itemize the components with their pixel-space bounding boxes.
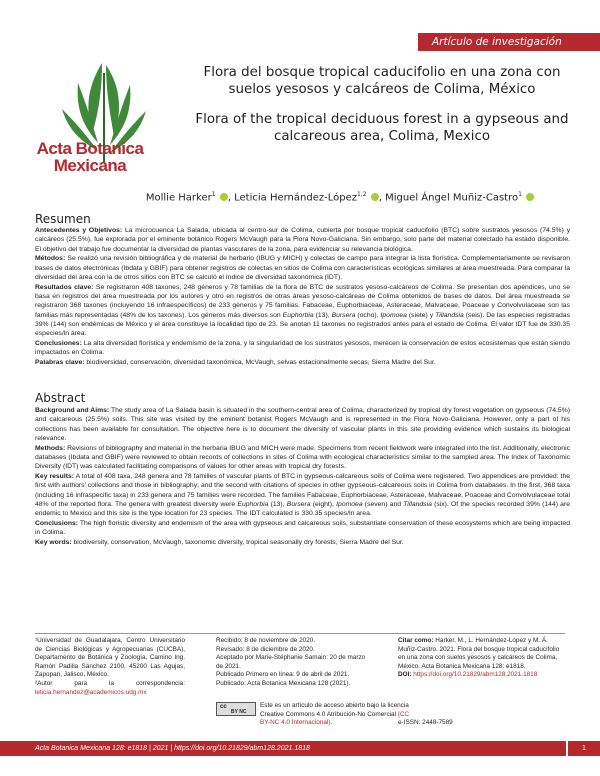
text: (13), bbox=[313, 311, 332, 319]
citation-label: Citar como: bbox=[398, 637, 434, 644]
title-spanish: Flora del bosque tropical caducifolio en una zona con suelos yesosos y calcáreos de Colima, México bbox=[203, 65, 561, 97]
genus: Tillandsia bbox=[403, 500, 432, 508]
label: Methods: bbox=[35, 444, 66, 452]
doi-label: DOI: bbox=[398, 671, 412, 679]
abstract-background bbox=[35, 406, 570, 443]
affiliation-text: ¹Universidad de Guadalajara, Centro Universitario de Ciencias Biológicas y Agropecuarias (CUCBA), Departamento de Botánica y Zoología, Camino Ing. Ramón Padilla Sánchez 2100, 45200 Las Agujas, Zapopan, Jalisco, México. bbox=[35, 637, 185, 679]
publication-dates bbox=[216, 637, 366, 689]
date-published: Publicado: Acta Botanica Mexicana 128 (2021). bbox=[216, 679, 351, 687]
corresponding-email-link[interactable]: leticia.hernandez@academicos.udg.mx bbox=[35, 688, 147, 696]
label: Resultados clave: bbox=[35, 283, 94, 291]
license-sentence: Este es un artículo de acceso abierto bajo la licencia Creative Commons 4.0 Atribución-No Comercial bbox=[260, 702, 409, 718]
date-received: Recibido: 8 de noviembre de 2020. bbox=[216, 637, 316, 644]
license-text bbox=[260, 702, 410, 728]
doi-link[interactable]: https://doi.org/10.21829/abm128.2021.1818 bbox=[413, 671, 538, 679]
text: biodiversity, conservation, McVaugh, taxonomic diversity, tropical seasonally dry forests, Sierra Madre del Sur. bbox=[73, 539, 404, 547]
text: (six). Of the species recorded 39% (144) are endemic to Mexico and this site is the type location for 23 species. The IDT calculated is 330.35 species/ln area. bbox=[35, 500, 570, 518]
issn: e-ISSN: 2448-7589 bbox=[398, 719, 453, 726]
text: A total of 408 taxa, 248 genera and 78 families of vascular plants of BTC in gypseous-calcareous soils of Colima were registered. Two appendices are provided: the first with authors’ collections and those in bibliography; and the second with citations of species in other gypseous-calcareous soils in Colima from databases. In the first, 368 taxa (including 16 infraspecific taxa) in 233 genera and 75 families were recorded. The families Fabaceae, Euphorbiaceae, Asteraceae, Malvaceae, Poaceae and Convolvulaceae total 48% of the reported flora. The genera with greatest diversity were bbox=[35, 473, 571, 508]
journal-logo-text bbox=[20, 140, 160, 174]
label: Métodos: bbox=[35, 255, 66, 263]
license-tail: . bbox=[330, 719, 333, 727]
resumen-antecedentes bbox=[35, 226, 570, 254]
author-affiliation: 1 bbox=[211, 191, 216, 198]
cc-license-icon[interactable] bbox=[216, 702, 256, 716]
label: Key results: bbox=[35, 473, 75, 481]
resumen-metodos bbox=[35, 254, 570, 282]
resumen-conclusiones bbox=[35, 339, 570, 358]
genus: Euphorbia bbox=[282, 311, 314, 319]
logo-line-1: Acta Botanica bbox=[36, 139, 144, 158]
date-accepted: Aceptado por Marie-Stéphanie Samain: 20 de marzo de 2021. bbox=[216, 654, 366, 670]
citation bbox=[398, 637, 568, 680]
genus: Euphorbia bbox=[237, 500, 269, 508]
logo-line-2: Mexicana bbox=[53, 156, 127, 175]
text: (siete) y bbox=[406, 311, 436, 319]
genus: Bursera bbox=[331, 311, 356, 319]
corresponding-label: ²Autor para la correspondencia: bbox=[35, 679, 185, 687]
footnote-divider bbox=[35, 633, 565, 634]
genus: Bursera bbox=[286, 500, 311, 508]
date-revised: Revisado: 8 de diciembre de 2020. bbox=[216, 645, 315, 653]
date-first-online: Publicado Primero en línea: 9 de abril de 2021. bbox=[216, 671, 350, 679]
label: Key words: bbox=[35, 539, 72, 547]
text: (13), bbox=[268, 500, 287, 508]
abstract-results bbox=[35, 472, 570, 518]
text: (ocho), bbox=[355, 311, 381, 319]
text: The high floristic diversity and endemism of the area with gypseous and calcareous soils, substantiate conservation of these ecosystems which are being impacted in Colima. bbox=[35, 520, 570, 537]
orcid-icon[interactable] bbox=[526, 193, 534, 201]
text: biodiversidad, conservación, diversidad taxonómica, McVaugh, selvas estacionalmente secas, Sierra Madre del Sur. bbox=[86, 359, 436, 367]
resumen-body bbox=[35, 226, 570, 368]
footer-bar: Acta Botanica Mexicana 128: e1818 | 2021 | https://doi.org/10.21829/abm128.2021.1818 bbox=[0, 741, 566, 756]
affiliations bbox=[35, 637, 185, 697]
abstract-methods bbox=[35, 444, 570, 472]
author-name: Miguel Ángel Muñiz-Castro bbox=[385, 192, 519, 204]
author-list: Mollie Harker$^1$ , Leticia Hernández-López$^{1,2}$ , Miguel Ángel Muñiz-Castro$^1$ bbox=[100, 191, 580, 203]
title-english: Flora of the tropical deciduous forest in a gypseous and calcareous area, Colima, Mexico bbox=[195, 112, 569, 144]
text: (seven) and bbox=[362, 500, 404, 508]
genus: Ipomoea bbox=[336, 500, 363, 508]
author-name: Leticia Hernández-López bbox=[234, 192, 357, 204]
abstract-heading: Abstract bbox=[35, 391, 86, 405]
text: La microcuenca La Salada, ubicada al centro-sur de Colima, cubierta por bosque tropical caducifolio (BTC) sobre sustratos yesosos (74.5%) y calcáreos (25.5%), fue explorada por el eminente botánico Rogers McVaugh para la Flora Novo-Galiciana. Sin embargo, solo parte del material colectado ha estado disponible. El objetivo del trabajo fue documentar la diversidad de plantas vasculares de la zona, para evidenciar su relevancia biológica. bbox=[35, 227, 570, 253]
label: Antecedentes y Objetivos: bbox=[35, 227, 123, 234]
text: Revisions of bibliography and material in the herbaria IBUG and MICH were made. Specimens from recent fieldwork were integrated into the list. Additionally, electronic databases (Ibdata and GBIF) were reviewed to obtain records of collections in sites of Colima with ecological characteristics similar to the sampled area. The Index of Taxonomic Diversity (IDT) was calculated facilitating comparisons of values for other areas with tropical dry forests. bbox=[35, 444, 570, 471]
genus: Ipomoea bbox=[380, 311, 407, 319]
author-affiliation: 1 bbox=[518, 191, 522, 198]
text: (eight), bbox=[310, 500, 337, 508]
orcid-icon[interactable] bbox=[371, 193, 379, 201]
label: Conclusions: bbox=[35, 520, 79, 528]
abstract-conclusions bbox=[35, 519, 570, 538]
author-name: Mollie Harker bbox=[145, 192, 212, 204]
label: Conclusiones: bbox=[35, 340, 82, 348]
resumen-resultados bbox=[35, 283, 570, 339]
abstract-body bbox=[35, 406, 570, 548]
label: Palabras clave: bbox=[35, 359, 85, 367]
page-number: 1 bbox=[566, 741, 600, 756]
cc-badge-bottom: BY NC bbox=[231, 709, 247, 715]
cc-badge-top: cc bbox=[220, 704, 227, 710]
label: Background and Aims: bbox=[35, 407, 110, 414]
article-type-badge: Artículo de investigación bbox=[418, 33, 600, 51]
text: Se realizó una revisión bibliográfica y de material de herbario (IBUG y MICH) y colectas de campo para integrar la lista florística. Complementariamente se revisaron bases de datos electrónicas (Ibdata y GBIF) para obtener registros de colectas en sitios de Colima con características ecológicas similares al área muestreada. Para comparar la diversidad del área con la de otros sitios con BTC se calculó el índice de diversidad taxonómica (IDT). bbox=[35, 255, 570, 281]
text: The study area of La Salada basin is situated in the southern-central area of Colima, characterized by tropical dry forest vegetation on gypseous (74.5%) and calcareous (25.5%) soils. This site was visited by the eminent botanist Rogers McVaugh and is represented in the Flora Novo-Galiciana. However, only a part of his collections has been available for consultation. The objective here is to document the diversity of vascular plants in this site providing evidence which sustains its biological relevance. bbox=[35, 407, 570, 442]
citation-text: Harker, M., L. Hernández-López y M. Á. Muñiz-Castro. 2021. Flora del bosque tropical caducifolio en una zona con suelos yesosos y calcáreos de Colima, México. Acta Botanica Mexicana 128: e1818. bbox=[398, 637, 560, 670]
resumen-palabras-clave bbox=[35, 358, 570, 367]
abstract-keywords bbox=[35, 538, 570, 547]
license-link[interactable]: (CC BY-NC 4.0 Internacional) bbox=[260, 710, 410, 727]
resumen-heading: Resumen bbox=[35, 212, 91, 226]
orcid-icon[interactable] bbox=[220, 193, 228, 201]
author-affiliation: 1,2 bbox=[356, 191, 367, 198]
text: (seis). De las especies registradas 39% (144) son endémicas de México y el área constituye la localidad tipo de 23. Se anotan 11 taxones no registrados antes para el estado de Colima. El valor IDT fue de 330.35 especies/ln área. bbox=[35, 311, 570, 338]
text: La alta diversidad florística y endemismo de la zona, y la singularidad de los sustratos yesosos, merecen la conservación de estos ecosistemas que están siendo impactados en Colima. bbox=[35, 340, 570, 357]
text: Se registraron 408 taxones, 248 géneros y 78 familias de la flora de BTC de sustratos yesoso-calcáreos de Colima. Se presentan dos apéndices, uno se basa en registros del área muestreada por los autores y otro en registros de otras áreas yesoso-calcáreas de Colima obtenidos de bases de datos. Del área muestreada se registraron 368 taxones (incluyendo 16 infraespecíficos) de 233 géneros y 75 familias. Fabaceae, Euphorbiaceae, Asteraceae, Malvaceae, Poaceae y Convolvulaceae son las familias más representadas (48% de los taxones). Los géneros más diversos son bbox=[35, 283, 571, 319]
genus: Tillandsia bbox=[435, 311, 464, 319]
